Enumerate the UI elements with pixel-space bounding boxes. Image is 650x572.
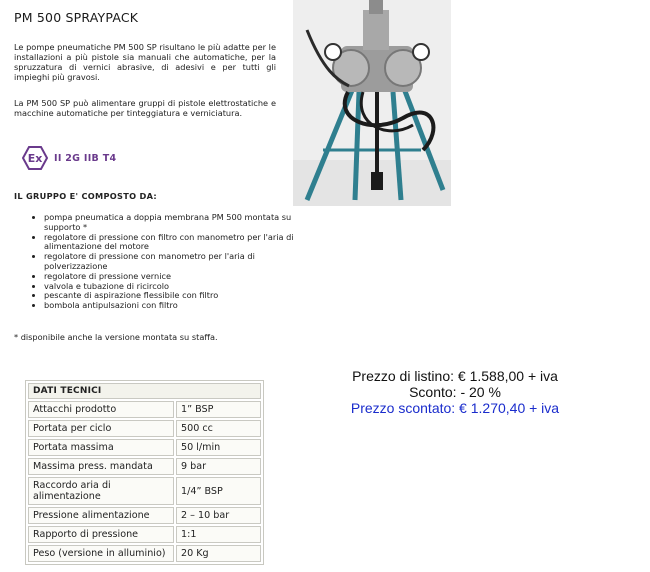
list-price: Prezzo di listino: € 1.588,00 + iva — [352, 368, 558, 384]
components-list — [16, 213, 306, 311]
spec-label: Attacchi prodotto — [28, 401, 174, 418]
table-header: DATI TECNICI — [28, 383, 261, 399]
discount: Sconto: - 20 % — [409, 384, 501, 400]
list-item: • bombola antipulsazioni con filtro — [44, 301, 306, 311]
spec-value: 1” BSP — [176, 401, 261, 418]
spec-label: Peso (versione in alluminio) — [28, 545, 174, 562]
list-item: • regolatore di pressione con filtro con manometro per l'aria di alimentazione del motore — [44, 233, 306, 253]
list-item: • valvola e tubazione di ricircolo — [44, 282, 306, 292]
list-item: • pompa pneumatica a doppia membrana PM 500 montata su supporto * — [44, 213, 306, 233]
spec-label: Rapporto di pressione — [28, 526, 174, 543]
spec-value: 20 Kg — [176, 545, 261, 562]
availability-note: * disponibile anche la versione montata su staffa. — [14, 332, 218, 342]
atex-ex-icon — [22, 146, 48, 170]
product-photo — [293, 0, 451, 206]
table-row — [28, 545, 261, 562]
table-row — [28, 401, 261, 418]
list-item: • regolatore di pressione con manometro per l'aria di polverizzazione — [44, 252, 306, 272]
table-row — [28, 507, 261, 524]
table-row — [28, 458, 261, 475]
spec-value: 1/4” BSP — [176, 477, 261, 505]
table-row — [28, 477, 261, 505]
atex-certification — [22, 146, 116, 170]
spec-value: 1:1 — [176, 526, 261, 543]
spec-label: Pressione alimentazione — [28, 507, 174, 524]
spec-label: Massima press. mandata — [28, 458, 174, 475]
technical-data-table — [25, 380, 264, 565]
table-row — [28, 526, 261, 543]
usage-paragraph: La PM 500 SP può alimentare gruppi di pistole elettrostatiche e macchine automatiche per tinteggiatura e verniciatura. — [14, 98, 276, 118]
table-header-row — [28, 383, 261, 399]
spec-label: Raccordo aria di alimentazione — [28, 477, 174, 505]
page-title: PM 500 SPRAYPACK — [14, 10, 139, 25]
list-item: • regolatore di pressione vernice — [44, 272, 306, 282]
spec-value: 50 l/min — [176, 439, 261, 456]
table-row — [28, 420, 261, 437]
discounted-price: Prezzo scontato: € 1.270,40 + iva — [350, 400, 560, 416]
spec-value: 2 – 10 bar — [176, 507, 261, 524]
spec-label: Portata massima — [28, 439, 174, 456]
intro-paragraph: Le pompe pneumatiche PM 500 SP risultano le più adatte per le installazioni a più pistole sia manuali che automatiche, per la spruzzatura di vernici abrasive, di adesivi e per tutti gli impieghi più gravosi. — [14, 42, 276, 82]
list-item: • pescante di aspirazione flessibile con filtro — [44, 291, 306, 301]
spec-label: Portata per ciclo — [28, 420, 174, 437]
atex-classification: II 2G IIB T4 — [54, 152, 117, 164]
svg-text:Ex: Ex — [27, 152, 43, 165]
table-row — [28, 439, 261, 456]
spraypack-illustration — [293, 0, 451, 206]
spec-value: 500 cc — [176, 420, 261, 437]
composition-heading: IL GRUPPO E' COMPOSTO DA: — [14, 191, 157, 201]
spec-value: 9 bar — [176, 458, 261, 475]
